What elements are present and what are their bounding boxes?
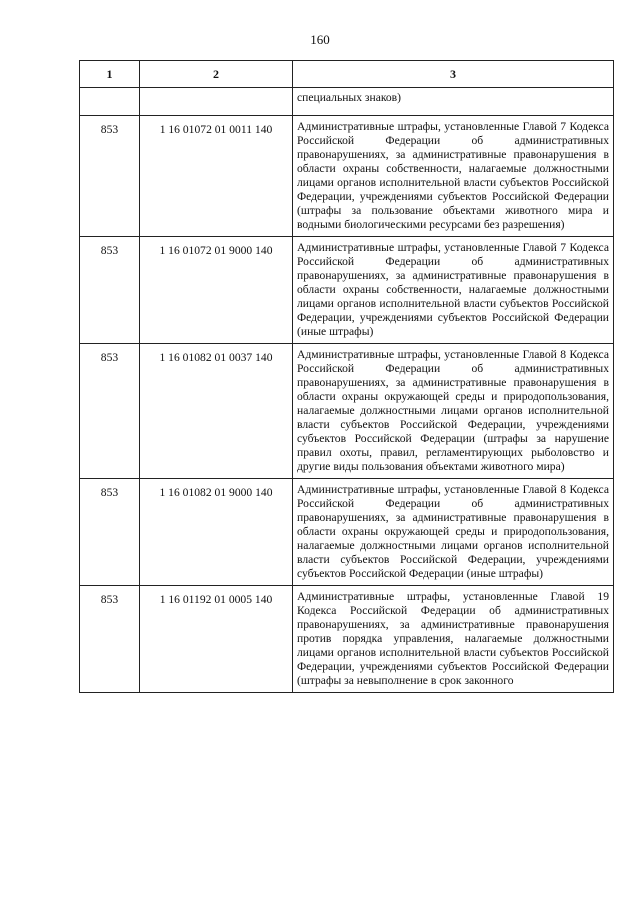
table-row	[80, 586, 614, 693]
admin-code: 853	[80, 116, 140, 237]
kbk-code: 1 16 01192 01 0005 140	[140, 586, 293, 693]
admin-code: 853	[80, 479, 140, 586]
continuation-row	[80, 88, 614, 116]
table-row	[80, 344, 614, 479]
revenue-description: Административные штрафы, установленные Главой 8 Кодекса Российской Федерации об административных правонарушениях, за административные правонарушения в области охраны окружающей среды и природопользования, налагаемые должностными лицами органов исполнительной власти субъектов Российской Федерации, учреждениями субъектов Российской Федерации (иные штрафы)	[293, 479, 614, 586]
kbk-code: 1 16 01082 01 9000 140	[140, 479, 293, 586]
header-col-3: 3	[293, 61, 614, 88]
admin-code: 853	[80, 586, 140, 693]
revenue-description: Административные штрафы, установленные Главой 8 Кодекса Российской Федерации об административных правонарушениях, за административные правонарушения в области охраны окружающей среды и природопользования, налагаемые должностными лицами органов исполнительной власти субъектов Российской Федерации, учреждениями субъектов Российской Федерации (штрафы за нарушение правил охоты, правил, регламентирующих рыболовство и другие виды пользования объектами животного мира)	[293, 344, 614, 479]
header-col-2: 2	[140, 61, 293, 88]
revenue-description: Административные штрафы, установленные Главой 19 Кодекса Российской Федерации об административных правонарушениях, за административные правонарушения против порядка управления, налагаемые должностными лицами органов исполнительной власти субъектов Российской Федерации, учреждениями субъектов Российской Федерации (штрафы за невыполнение в срок законного	[293, 586, 614, 693]
table-header-row	[80, 61, 614, 88]
table-row	[80, 479, 614, 586]
kbk-code: 1 16 01072 01 0011 140	[140, 116, 293, 237]
continuation-text: специальных знаков)	[293, 88, 614, 116]
kbk-code: 1 16 01082 01 0037 140	[140, 344, 293, 479]
revenue-description: Административные штрафы, установленные Главой 7 Кодекса Российской Федерации об административных правонарушениях, за административные правонарушения в области охраны собственности, налагаемые должностными лицами органов исполнительной власти субъектов Российской Федерации, учреждениями субъектов Российской Федерации (штрафы за пользование объектами животного мира и водными биологическими ресурсами без разрешения)	[293, 116, 614, 237]
table-row	[80, 116, 614, 237]
kbk-code: 1 16 01072 01 9000 140	[140, 237, 293, 344]
revenue-description: Административные штрафы, установленные Главой 7 Кодекса Российской Федерации об административных правонарушениях, за административные правонарушения в области охраны собственности, налагаемые должностными лицами органов исполнительной власти субъектов Российской Федерации, учреждениями субъектов Российской Федерации (иные штрафы)	[293, 237, 614, 344]
admin-code: 853	[80, 344, 140, 479]
continuation-empty-2	[140, 88, 293, 116]
header-col-1: 1	[80, 61, 140, 88]
admin-code: 853	[80, 237, 140, 344]
continuation-empty-1	[80, 88, 140, 116]
page-number: 160	[310, 32, 330, 47]
table-row	[80, 237, 614, 344]
budget-codes-table	[79, 60, 614, 693]
